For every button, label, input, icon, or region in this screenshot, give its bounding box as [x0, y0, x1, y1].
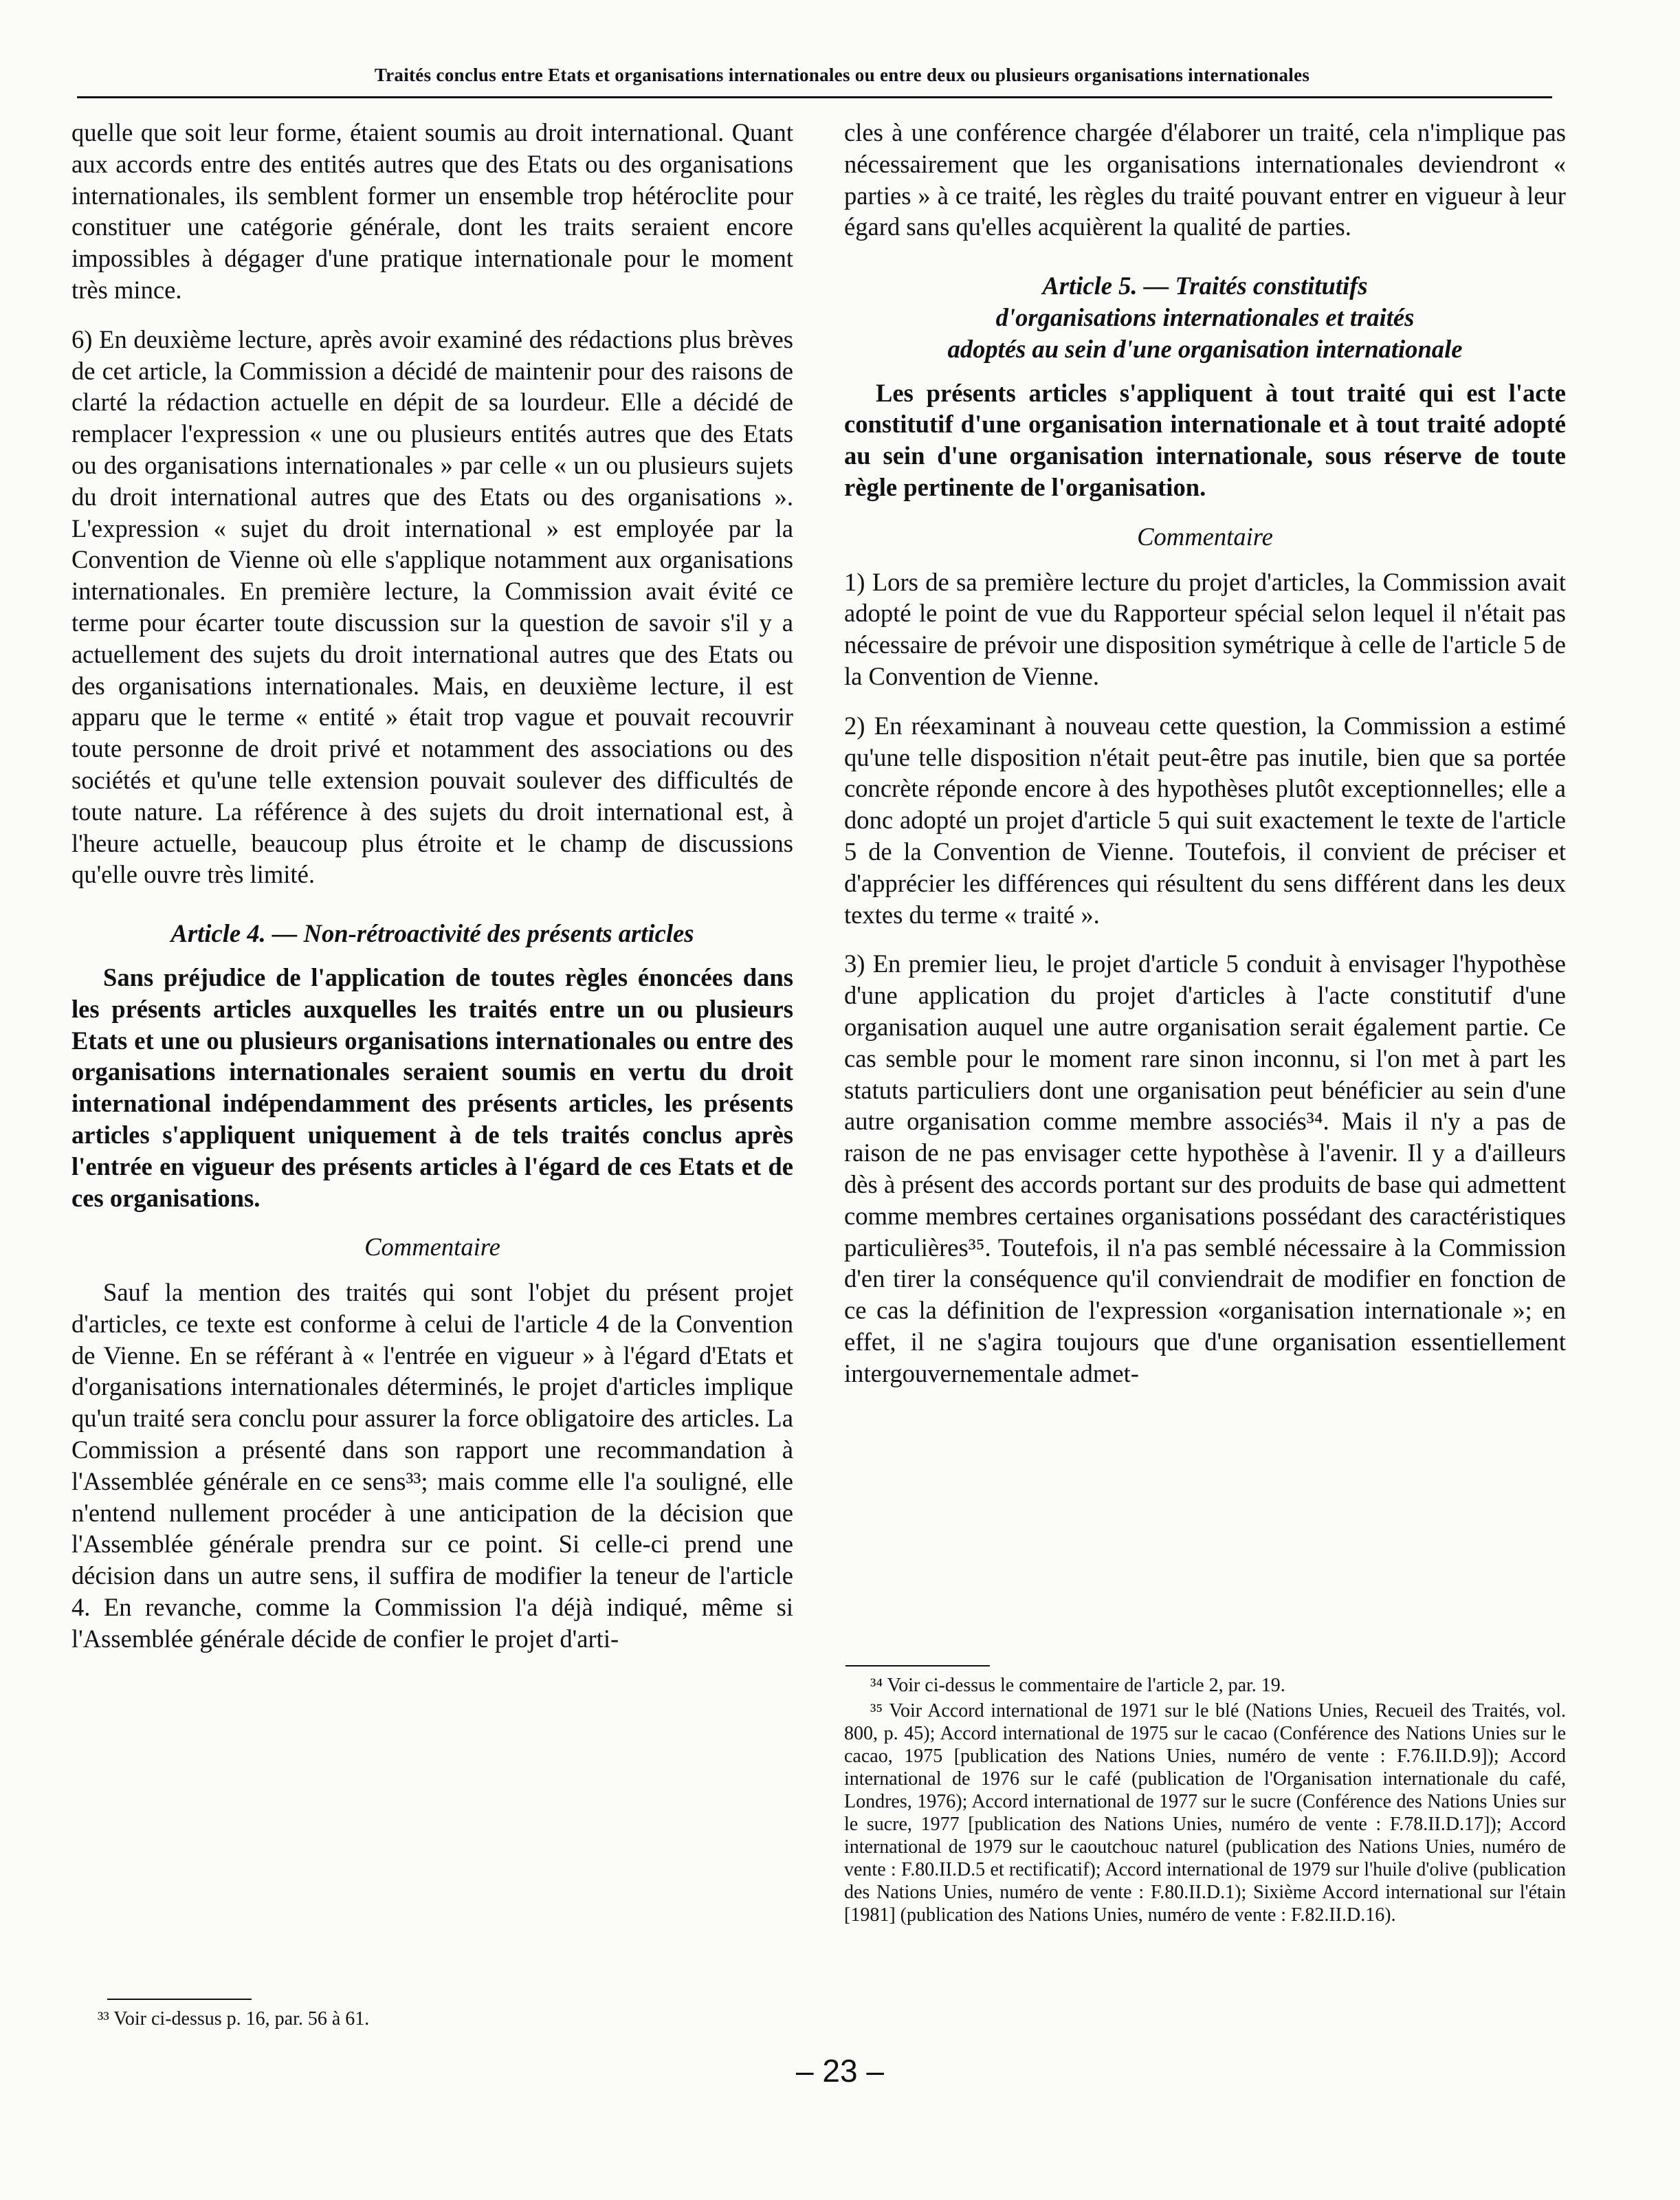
page-number: – 23 –	[796, 2053, 884, 2089]
header-rule	[77, 96, 1552, 98]
left-column	[71, 117, 793, 1673]
footnote-34: ³⁴ Voir ci-dessus le commentaire de l'article 2, par. 19.	[870, 1675, 1285, 1696]
commentary-heading-article-4: Commentaire	[364, 1233, 500, 1262]
paragraph-1: 1) Lors de sa première lecture du projet d'articles, la Commission avait adopté le point de vue du Rapporteur spécial selon lequel il n'était pas nécessaire de prévoir une disposition symétrique à celle de l'article 5 de la Convention de Vienne.	[844, 567, 1566, 690]
right-column	[844, 117, 1566, 1407]
footnote-rule-left	[107, 1999, 252, 2000]
footnotes-left	[71, 2008, 793, 2033]
footnote-rule-right	[845, 1665, 990, 1666]
article-5-heading-line-1: Article 5. — Traités constitutifs	[1042, 272, 1368, 300]
article-4-heading: Article 4. — Non-rétroactivité des présents articles	[170, 919, 694, 948]
paragraph-3: 3) En premier lieu, le projet d'article 5 conduit à envisager l'hypothèse d'une application du projet d'articles à l'acte constitutif d'une organisation auquel une autre organisation serait également partie. Ce cas semble pour le moment rare sinon inconnu, si l'on met à part les statuts particuliers dont une organisation peut bénéficier au sein d'une autre organisation comme membre associés³⁴. Mais il n'y a pas de raison de ne pas envisager cette hypothèse à l'avenir. Il y a d'ailleurs dès à présent des accords portant sur des produits de base qui admettent comme membres certaines organisations possédant des caractéristiques particulières³⁵. Toutefois, il n'a pas semblé nécessaire à la Commission d'en tirer la conséquence qu'il conviendrait de modifier en fonction de ce cas la définition de l'expression «organisation internationale »; en effet, il ne s'agira toujours que d'une organisation essentiellement intergouvernementale admet-	[844, 949, 1566, 1387]
footnotes-right	[844, 1674, 1566, 1929]
running-header: Traités conclus entre Etats et organisations internationales ou entre deux ou plusieurs organisations internationales	[374, 65, 1310, 85]
footnote-35: ³⁵ Voir Accord international de 1971 sur le blé (Nations Unies, Recueil des Traités, vol. 800, p. 45); Accord international de 1975 sur le cacao (Conférence des Nations Unies sur le cacao, 1975 [publication des Nations Unies, numéro de vente : F.76.II.D.9]); Accord international de 1976 sur le café (publication de l'Organisation internationale du café, Londres, 1976); Accord international de 1977 sur le sucre (Conférence des Nations Unies sur le sucre, 1977 [publication des Nations Unies, numéro de vente : F.78.II.D.17]); Accord international de 1979 sur le caoutchouc naturel (publication des Nations Unies, numéro de vente : F.80.II.D.5 et rectificatif); Accord international de 1979 sur l'huile d'olive (publication des Nations Unies, numéro de vente : F.80.II.D.1); Sixième Accord international sur l'étain [1981] (publication des Nations Unies, numéro de vente : F.82.II.D.16).	[844, 1700, 1566, 1926]
article-5-heading-line-3: adoptés au sein d'une organisation internationale	[947, 334, 1463, 363]
paragraph-2: 2) En réexaminant à nouveau cette question, la Commission a estimé qu'une telle disposition n'était peut-être pas inutile, bien que sa portée concrète réponde encore à des hypothèses plutôt exceptionnelles; elle a donc adopté un projet d'article 5 qui suit exactement le texte de l'article 5 de la Convention de Vienne. Toutefois, il convient de préciser et d'apprécier les différences qui résultent du sens différent dans les deux textes du terme « traité ».	[844, 711, 1566, 929]
paragraph-continuation-right: cles à une conférence chargée d'élaborer un traité, cela n'implique pas nécessairement que les organisations internationales deviendront « parties » à ce traité, les règles du traité pouvant entrer en vigueur à leur égard sans qu'elles acquièrent la qualité de parties.	[844, 118, 1566, 241]
paragraph-6: 6) En deuxième lecture, après avoir examiné des rédactions plus brèves de cet article, la Commission a décidé de maintenir pour des raisons de clarté la rédaction actuelle en dépit de sa lourdeur. Elle a décidé de remplacer l'expression « une ou plusieurs entités autres que des Etats ou des organisations internationales » par celle « un ou plusieurs sujets du droit international autres que des Etats ou des organisations ». L'expression « sujet du droit international » est employée par la Convention de Vienne où elle s'applique notamment aux organisations internationales. En première lecture, la Commission avait évité ce terme pour écarter toute discussion sur la question de savoir s'il y a actuellement des sujets du droit international autres que des Etats ou des organisations internationales. Mais, en deuxième lecture, il est apparu que le terme « entité » était trop vague et pouvait recouvrir toute personne de droit privé et notamment des associations ou des sociétés et qu'une telle extension pouvait soulever des difficultés de toute nature. La référence à des sujets du droit international est, à l'heure actuelle, beaucoup plus étroite et le champ de discussions qu'elle ouvre très limité.	[71, 324, 793, 889]
commentary-article-4: Sauf la mention des traités qui sont l'objet du présent projet d'articles, ce texte est conforme à celui de l'article 4 de la Convention de Vienne. En se référant à « l'entrée en vigueur » à l'égard d'Etats et d'organisations internationales déterminés, le projet d'articles implique qu'un traité sera conclu pour assurer la force obligatoire des articles. La Commission a présenté dans son rapport une recommandation à l'Assemblée générale en ce sens³³; mais comme elle l'a souligné, elle n'entend nullement procéder à une anticipation de la décision que l'Assemblée générale prendra sur ce point. Si celle-ci prend une décision dans un autre sens, il suffira de modifier la teneur de l'article 4. En revanche, comme la Commission l'a déjà indiqué, même si l'Assemblée générale décide de confier le projet d'arti-	[71, 1278, 793, 1653]
article-4-text: Sans préjudice de l'application de toutes règles énoncées dans les présents articles auxquelles les traités entre un ou plusieurs Etats et une ou plusieurs organisations internationales ou entre des organisations internationales seraient soumis en vertu du droit international indépendamment des présents articles, les présents articles s'appliquent uniquement à de tels traités conclus après l'entrée en vigueur des présents articles à l'égard de ces Etats et de ces organisations.	[71, 962, 793, 1212]
commentary-heading-article-5: Commentaire	[1137, 522, 1273, 551]
article-5-text: Les présents articles s'appliquent à tout traité qui est l'acte constitutif d'une organisation internationale et à tout traité adopté au sein d'une organisation internationale, sous réserve de toute règle pertinente de l'organisation.	[844, 378, 1566, 501]
paragraph-continuation: quelle que soit leur forme, étaient soumis au droit international. Quant aux accords entre des entités autres que des Etats ou des organisations internationales, ils semblent former un ensemble trop hétéroclite pour constituer une catégorie générale, dont les traits seraient encore impossibles à dégager d'une pratique internationale pour le moment très mince.	[71, 118, 793, 304]
article-5-heading	[844, 270, 1566, 364]
article-5-heading-line-2: d'organisations internationales et traités	[995, 302, 1415, 331]
footnote-33: ³³ Voir ci-dessus p. 16, par. 56 à 61.	[98, 2008, 370, 2030]
